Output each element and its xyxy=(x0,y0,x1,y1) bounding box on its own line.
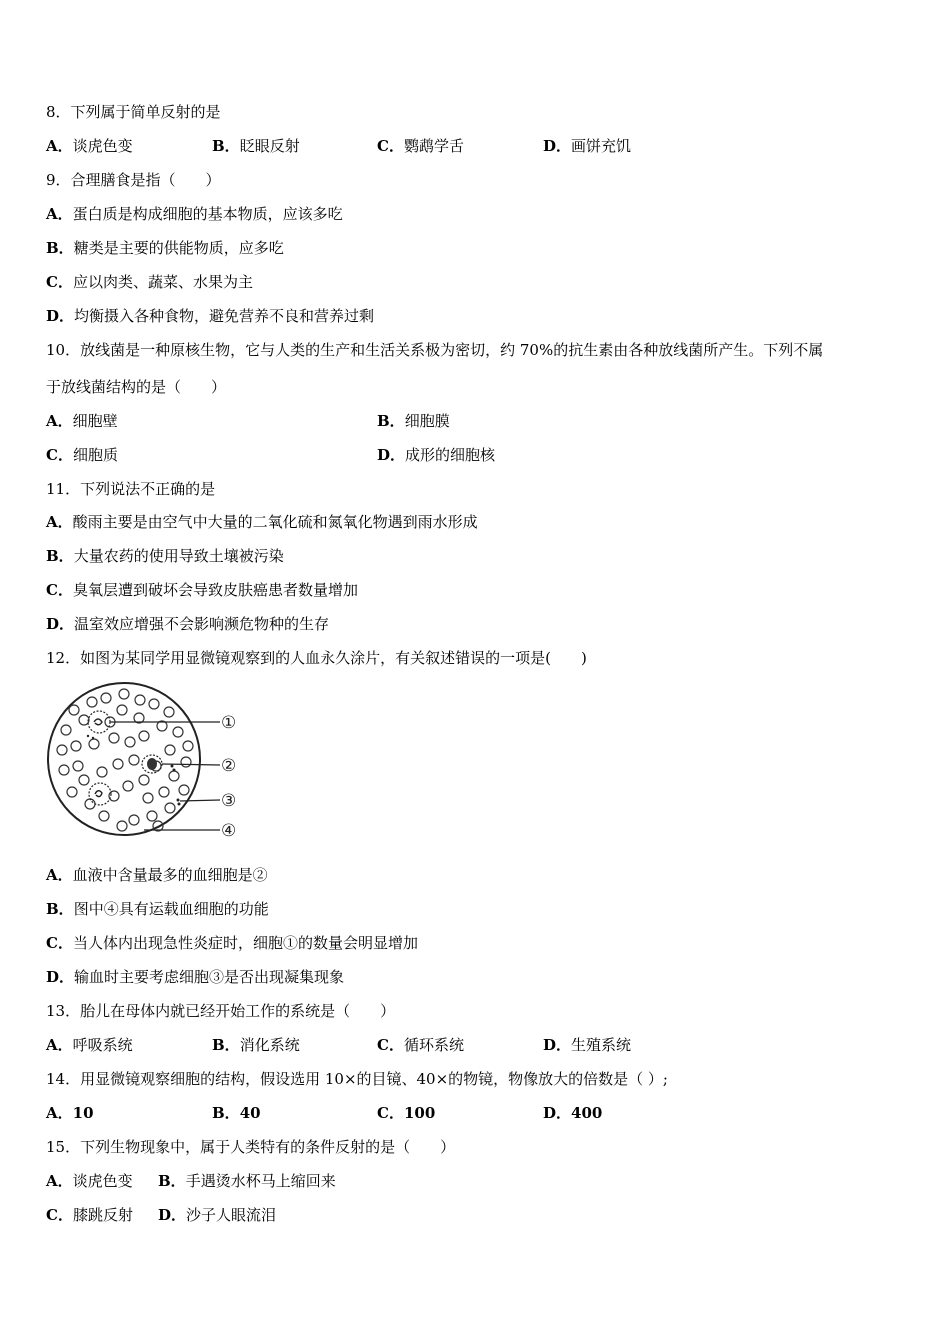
q15-option-c xyxy=(46,1205,133,1225)
q8-option-a-label: A． xyxy=(46,137,73,155)
figure-label-2: ② xyxy=(221,756,237,776)
q9-option-b-label: B． xyxy=(46,239,74,257)
q9-option-a xyxy=(46,204,343,224)
q14-option-d xyxy=(543,1103,602,1123)
q13-option-d-text: 生殖系统 xyxy=(571,1036,632,1054)
q9-option-a-text: 蛋白质是构成细胞的基本物质，应该多吃 xyxy=(72,205,343,223)
q11-option-b-text: 大量农药的使用导致土壤被污染 xyxy=(73,547,284,565)
q12-option-d-text: 输血时主要考虑细胞③是否出现凝集现象 xyxy=(74,968,345,986)
q13-stem: 13．胎儿在母体内就已经开始工作的系统是（ ） xyxy=(46,1002,396,1020)
q15-option-d xyxy=(158,1205,276,1225)
q12-stem: 12．如图为某同学用显微镜观察到的人血永久涂片，有关叙述错误的一项是( ) xyxy=(46,649,587,667)
q12-option-b-text: 图中④具有运载血细胞的功能 xyxy=(73,900,269,918)
blood-smear-figure xyxy=(44,680,244,842)
q8-option-c-text: 鹦鹉学舌 xyxy=(403,137,464,155)
q10-option-a-text: 细胞壁 xyxy=(72,412,118,430)
q12-option-a xyxy=(46,865,268,885)
q11-option-a-text: 酸雨主要是由空气中大量的二氧化硫和氮氧化物遇到雨水形成 xyxy=(72,513,478,531)
q8-option-b-label: B． xyxy=(212,137,240,155)
q12-option-d xyxy=(46,967,344,987)
q8-option-d-label: D． xyxy=(543,137,572,155)
q11-option-d-text: 温室效应增强不会影响濒危物种的生存 xyxy=(74,615,330,633)
q12-option-c-text: 当人体内出现急性炎症时，细胞①的数量会明显增加 xyxy=(72,934,418,952)
q8-option-c-label: C． xyxy=(377,137,404,155)
q10-option-d-label: D． xyxy=(377,446,406,464)
q15-option-a xyxy=(46,1171,133,1191)
q10-option-c-label: C． xyxy=(46,446,73,464)
q8-option-a-text: 谈虎色变 xyxy=(72,137,133,155)
q9-option-b-text: 糖类是主要的供能物质，应多吃 xyxy=(73,239,284,257)
q12-option-d-label: D． xyxy=(46,968,75,986)
q8-option-c xyxy=(377,136,464,156)
q12-option-a-text: 血液中含量最多的血细胞是② xyxy=(72,866,268,884)
white-blood-cells xyxy=(88,711,162,805)
q9-option-c-label: C． xyxy=(46,273,73,291)
figure-label-1: ① xyxy=(221,713,237,733)
figure-label-3: ③ xyxy=(221,791,237,811)
q12-option-a-label: A． xyxy=(46,866,73,884)
q14-option-b-text: 40 xyxy=(239,1104,261,1122)
q10-option-b-text: 细胞膜 xyxy=(404,412,450,430)
q9-option-d-text: 均衡摄入各种食物，避免营养不良和营养过剩 xyxy=(74,307,375,325)
q11-stem: 11．下列说法不正确的是 xyxy=(46,480,216,498)
q8-stem: 8．下列属于简单反射的是 xyxy=(46,103,221,121)
q15-option-c-text: 膝跳反射 xyxy=(72,1206,133,1224)
q8-option-d xyxy=(543,136,631,156)
q13-option-c-text: 循环系统 xyxy=(403,1036,464,1054)
q15-option-b xyxy=(158,1171,336,1191)
figure-label-4: ④ xyxy=(221,821,237,841)
q15-option-b-text: 手遇烫水杯马上缩回来 xyxy=(185,1172,336,1190)
q13-option-a xyxy=(46,1035,133,1055)
q15-option-a-text: 谈虎色变 xyxy=(72,1172,133,1190)
q9-option-d-label: D． xyxy=(46,307,75,325)
q14-option-b xyxy=(212,1103,261,1123)
q9-stem: 9．合理膳食是指（ ） xyxy=(46,171,221,189)
q13-option-b xyxy=(212,1035,300,1055)
q13-option-d-label: D． xyxy=(543,1036,572,1054)
q10-option-a xyxy=(46,411,118,431)
q14-option-a-label: A． xyxy=(46,1104,73,1122)
q14-option-c xyxy=(377,1103,435,1123)
q15-option-a-label: A． xyxy=(46,1172,73,1190)
q14-option-c-text: 100 xyxy=(403,1104,436,1122)
q10-option-c-text: 细胞质 xyxy=(72,446,118,464)
q10-stem-line1: 10．放线菌是一种原核生物，它与人类的生产和生活关系极为密切，约 70%的抗生素由各种放线菌所产生。下列不属 xyxy=(46,341,824,359)
q12-option-c-label: C． xyxy=(46,934,73,952)
q15-option-b-label: B． xyxy=(158,1172,186,1190)
q9-option-c xyxy=(46,272,253,292)
q12-option-b xyxy=(46,899,269,919)
q9-option-a-label: A． xyxy=(46,205,73,223)
q14-option-d-text: 400 xyxy=(571,1104,603,1122)
q14-option-d-label: D． xyxy=(543,1104,572,1122)
q12-option-c xyxy=(46,933,418,953)
q14-option-c-label: C． xyxy=(377,1104,404,1122)
q10-option-d xyxy=(377,445,495,465)
q14-stem: 14．用显微镜观察细胞的结构，假设选用 10×的目镜、40×的物镜，物像放大的倍数是（ ）; xyxy=(46,1070,668,1088)
q9-option-b xyxy=(46,238,284,258)
q11-option-b xyxy=(46,546,284,566)
q11-option-a xyxy=(46,512,478,532)
q10-option-b xyxy=(377,411,450,431)
q8-option-b-text: 眨眼反射 xyxy=(239,137,300,155)
q11-option-a-label: A． xyxy=(46,513,73,531)
q13-option-a-text: 呼吸系统 xyxy=(72,1036,133,1054)
q15-option-c-label: C． xyxy=(46,1206,73,1224)
q8-option-b xyxy=(212,136,300,156)
q9-option-c-text: 应以肉类、蔬菜、水果为主 xyxy=(72,273,253,291)
q13-option-d xyxy=(543,1035,631,1055)
q8-option-a xyxy=(46,136,133,156)
q11-option-c xyxy=(46,580,358,600)
q11-option-d xyxy=(46,614,329,634)
q12-option-b-label: B． xyxy=(46,900,74,918)
q15-option-d-label: D． xyxy=(158,1206,187,1224)
q13-option-c-label: C． xyxy=(377,1036,404,1054)
q10-option-b-label: B． xyxy=(377,412,405,430)
q11-option-d-label: D． xyxy=(46,615,75,633)
q11-option-c-text: 臭氧层遭到破坏会导致皮肤癌患者数量增加 xyxy=(72,581,358,599)
q10-stem-line2: 于放线菌结构的是（ ） xyxy=(46,378,227,396)
q14-option-a-text: 10 xyxy=(72,1104,94,1122)
q10-option-d-text: 成形的细胞核 xyxy=(405,446,496,464)
q13-option-b-text: 消化系统 xyxy=(239,1036,300,1054)
q13-option-a-label: A． xyxy=(46,1036,73,1054)
red-blood-cells xyxy=(57,689,193,831)
q11-option-c-label: C． xyxy=(46,581,73,599)
q15-option-d-text: 沙子人眼流泪 xyxy=(186,1206,277,1224)
q13-option-b-label: B． xyxy=(212,1036,240,1054)
q14-option-b-label: B． xyxy=(212,1104,240,1122)
q13-option-c xyxy=(377,1035,464,1055)
q9-option-d xyxy=(46,306,374,326)
q15-stem: 15．下列生物现象中，属于人类特有的条件反射的是（ ） xyxy=(46,1138,456,1156)
q10-option-c xyxy=(46,445,118,465)
q8-option-d-text: 画饼充饥 xyxy=(571,137,632,155)
q10-option-a-label: A． xyxy=(46,412,73,430)
q14-option-a xyxy=(46,1103,94,1123)
q11-option-b-label: B． xyxy=(46,547,74,565)
